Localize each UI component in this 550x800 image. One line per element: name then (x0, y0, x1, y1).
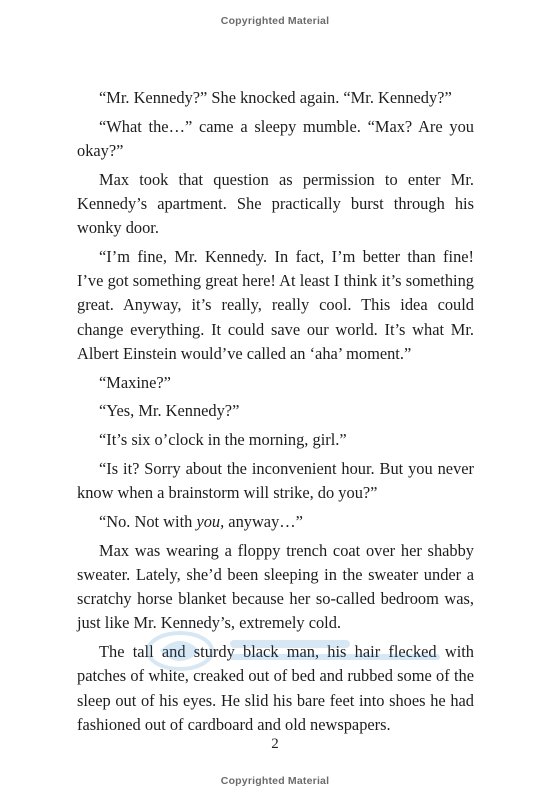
text-run: “Mr. Kennedy?” She knocked again. “Mr. Kennedy?” (99, 88, 452, 107)
text-run: “Is it? Sorry about the inconvenient hour. But you never know when a brainstorm will strike, do you?” (77, 459, 474, 503)
paragraph (77, 510, 474, 534)
paragraph (77, 399, 474, 423)
text-run: The tall and sturdy black man, his hair flecked with patches of white, creaked out of bed and rubbed some of the sleep out of his eyes. He slid his bare feet into shoes he had fashioned out of cardboard and old newspapers. (77, 642, 474, 734)
paragraph (77, 539, 474, 636)
copyright-banner-top: Copyrighted Material (220, 15, 330, 27)
paragraph (77, 86, 474, 110)
text-run: “No. Not with (99, 512, 197, 531)
text-run: “Maxine?” (99, 372, 171, 392)
text-run: “It’s six o’clock in the morning, girl.” (99, 430, 347, 450)
text-run: Max was wearing a floppy trench coat over her shabby sweater. Lately, she’d been sleeping in the sweater under a scratchy horse blanket because her so-called bedroom was, just like Mr. Kennedy’s, extremely cold. (77, 540, 474, 633)
copyright-banner-bottom: Copyrighted Material (220, 775, 330, 787)
paragraph (77, 428, 474, 452)
text-run: “I’m fine, Mr. Kennedy. In fact, I’m better than fine! I’ve got something great here! At least I think it’s something great. Anyway, it’s really, really cool. This idea could change everything. It could save our world. It’s what Mr. Albert Einstein would’ve called an ‘aha’ moment.” (77, 247, 474, 363)
paragraph (77, 245, 474, 366)
paragraph (77, 115, 474, 163)
text-run: Max took that question as permission to enter Mr. Kennedy’s apartment. She practically burst through his wonky door. (77, 169, 474, 238)
paragraph (77, 168, 474, 241)
paragraph (77, 640, 474, 737)
chapter-body-text (77, 86, 474, 742)
italic-text-run: you, (196, 512, 225, 531)
text-run: “What the…” came a sleepy mumble. “Max? Are you okay?” (77, 116, 474, 160)
paragraph (77, 457, 474, 505)
text-run: anyway…” (224, 512, 303, 531)
page-number: 2 (271, 736, 279, 752)
text-run: “Yes, Mr. Kennedy?” (99, 401, 240, 421)
paragraph (77, 371, 474, 395)
